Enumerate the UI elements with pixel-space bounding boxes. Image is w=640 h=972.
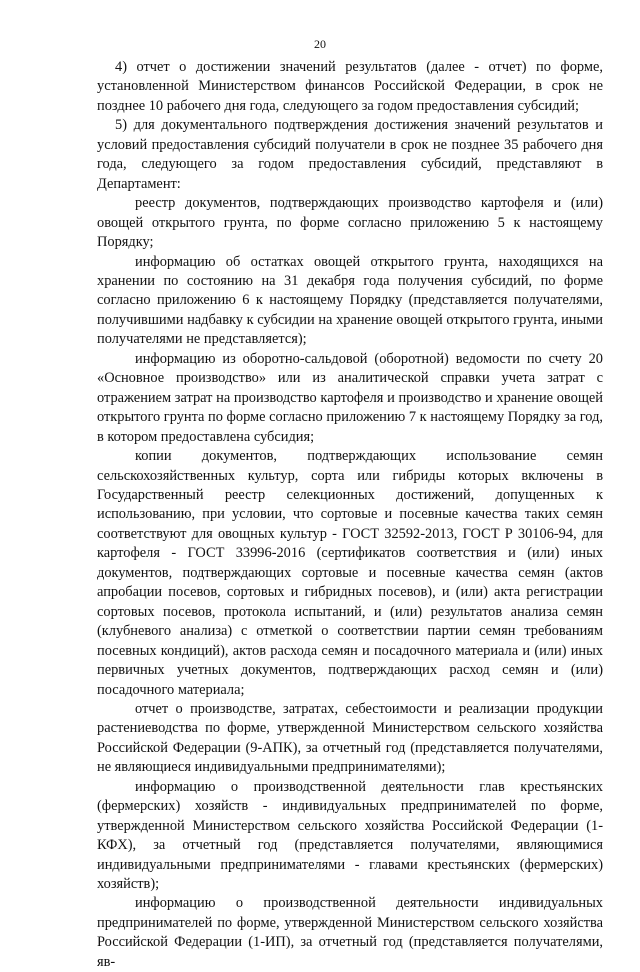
paragraph-registry: реестр документов, подтверждающих производство картофеля и (или) овощей открытого грунта, по форме согласно приложению 5 к настоящему Порядку;	[97, 195, 603, 251]
paragraph-1kfh-info: информацию о производственной деятельности глав крестьянских (фермерских) хозяйств - индивидуальных предпринимателей по форме, утвержденной Министерством сельского хозяйства Российской Федерации (1-КФХ), за отчетный год (представляется получателями, являющимися индивидуальными предпринимателями - главами крестьянских (фермерских) хозяйств);	[97, 778, 603, 893]
paragraph-1ip-info: информацию о производственной деятельности индивидуальных предпринимателей по форме, утвержденной Министерством сельского хозяйства Российской Федерации (1-ИП), за отчетный год (представляется получателями, яв-	[97, 895, 603, 970]
paragraph-documentary-confirmation: 5) для документального подтверждения достижения значений результатов и условий предоставления субсидий получатели в срок не позднее 35 рабочего дня года, следующего за годом предоставления субсидий, представляют в Департамент:	[97, 117, 603, 192]
document-body	[97, 58, 603, 972]
paragraph-seed-documents: копии документов, подтверждающих использование семян сельскохозяйственных культур, сорта или гибриды которых включены в Государственный реестр селекционных достижений, допущенных к использованию, при условии, что сортовые и посевные качества таких семян соответствуют для овощных культур - ГОСТ 32592-2013, ГОСТ Р 30106-94, для картофеля - ГОСТ 33996-2016 (сертификатов соответствия и (или) иных документов, подтверждающих сортовые и посевные качества семян (актов апробации посевов, сортовых и гибридных посевов), и (или) акта регистрации сортовых посевов, протокола испытаний, и (или) результатов анализа семян (клубневого анализа) с отметкой о соответствии партии семян требованиям посевных кондиций), актов расхода семян и посадочного материала и (или) иных первичных учетных документов, подтверждающих расход семян и (или) посадочного материала;	[97, 448, 603, 698]
paragraph-storage-info: информацию об остатках овощей открытого грунта, находящихся на хранении по состоянию на 31 декабря года получения субсидий, по форме согласно приложению 6 к настоящему Порядку (представляется получателями, получившими надбавку к субсидии на хранение овощей открытого грунта, иными получателями не представляется);	[97, 253, 603, 348]
paragraph-9apk-report: отчет о производстве, затратах, себестоимости и реализации продукции растениеводства по форме, утвержденной Министерством сельского хозяйства Российской Федерации (9-АПК), за отчетный год (представляется получателями, не являющиеся индивидуальными предпринимателями);	[97, 700, 603, 776]
paragraph-report-deadline: 4) отчет о достижении значений результатов (далее - отчет) по форме, установленной Министерством финансов Российской Федерации, в срок не позднее 10 рабочего дня года, следующего за годом предоставления субсидий;	[97, 59, 603, 114]
page-number: 20	[314, 37, 326, 51]
paragraph-turnover-statement: информацию из оборотно-сальдовой (оборотной) ведомости по счету 20 «Основное производство» или из аналитической справки учета затрат с отражением затрат на производство картофеля и производство и хранение овощей открытого грунта по форме согласно приложению 7 к настоящему Порядку за год, в котором предоставлена субсидия;	[97, 350, 603, 445]
